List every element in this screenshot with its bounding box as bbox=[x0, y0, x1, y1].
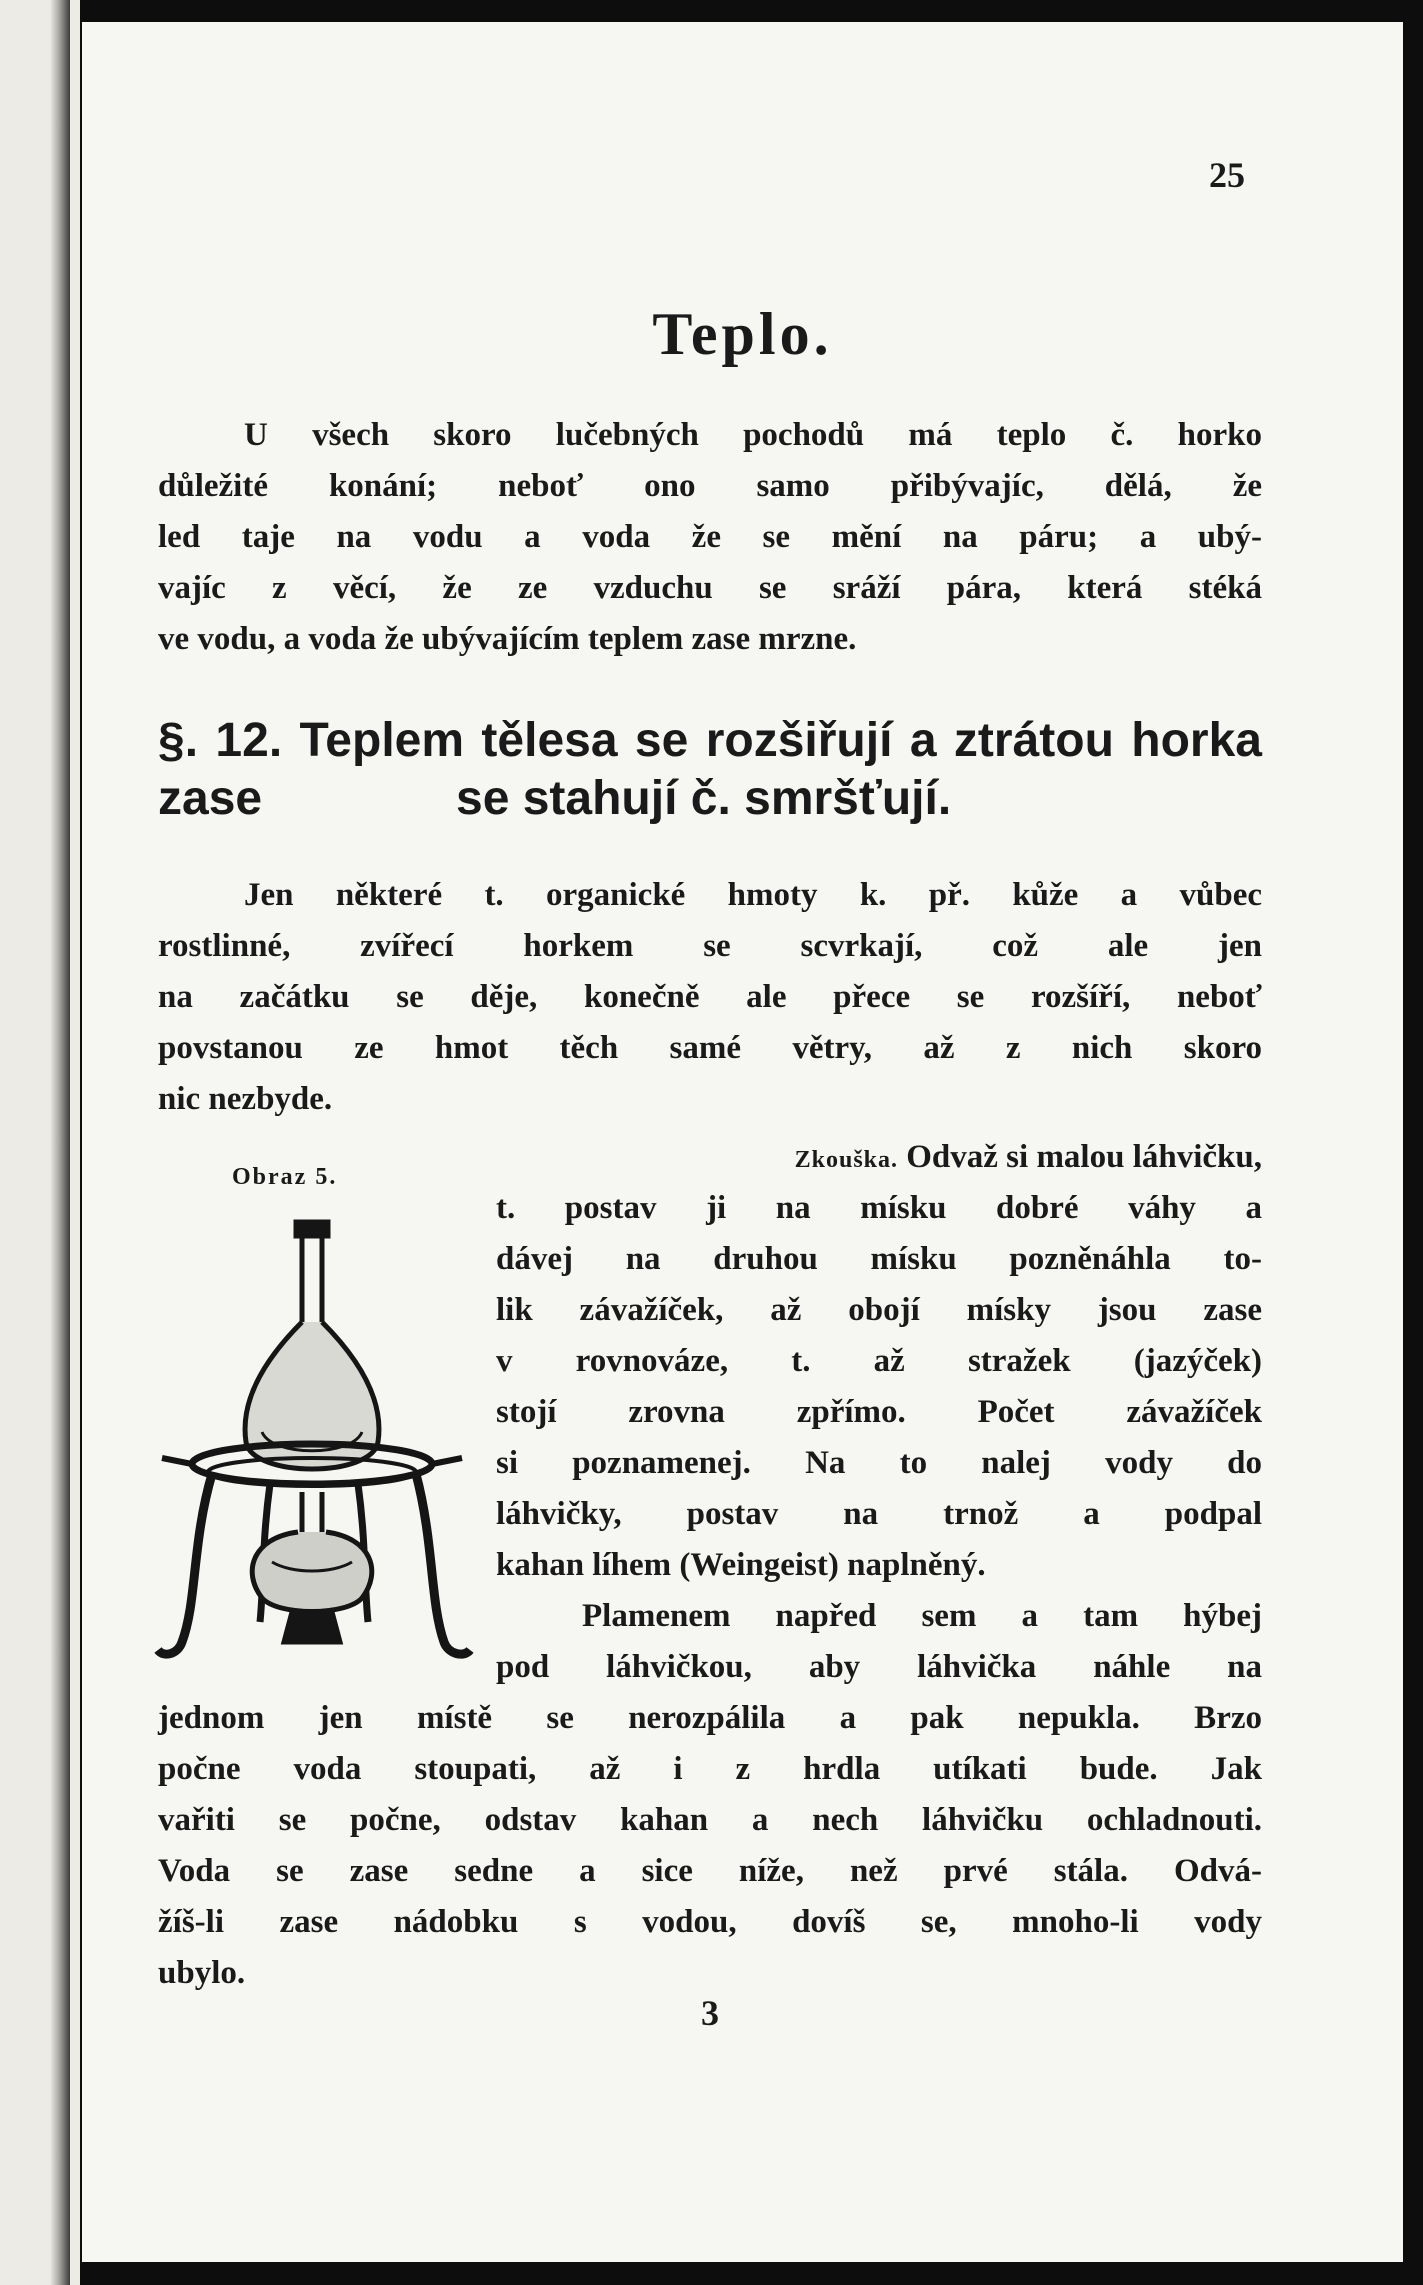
experiment-label: Zkouška. bbox=[794, 1147, 899, 1173]
intro-line: ve vodu, a voda že ubývajícím teplem zase mrzne. bbox=[158, 621, 857, 657]
paragraph-line: povstanou ze hmot těch samé větry, až z nich skoro bbox=[158, 1030, 1262, 1066]
page-number: 25 bbox=[1209, 155, 1245, 195]
section-heading-line-2: se stahují č. smršťují. bbox=[456, 772, 952, 825]
paragraph-line: ubylo. bbox=[158, 1955, 246, 1991]
page-title: Teplo. bbox=[652, 301, 833, 367]
experiment-line: v rovnováze, t. až stražek (jazýček) bbox=[496, 1343, 1262, 1379]
paragraph-line: počne voda stoupati, až i z hrdla utíkati bude. Jak bbox=[158, 1751, 1262, 1787]
paragraph-line: jednom jen místě se nerozpálila a pak nepukla. Brzo bbox=[158, 1700, 1262, 1736]
paragraph-line: Plamenem napřed sem a tam hýbej bbox=[582, 1598, 1262, 1634]
paragraph-line: Voda se zase sedne a sice níže, než prvé stála. Odvá- bbox=[158, 1853, 1262, 1889]
paragraph-line: nic nezbyde. bbox=[158, 1081, 333, 1117]
book-page bbox=[82, 22, 1403, 2262]
paragraph-line: vařiti se počne, odstav kahan a nech láhvičku ochladnouti. bbox=[158, 1802, 1262, 1838]
experiment-line: dávej na druhou mísku pozněnáhla to- bbox=[496, 1241, 1262, 1277]
signature-mark: 3 bbox=[701, 1993, 719, 2033]
paragraph-line: Jen některé t. organické hmoty k. př. kůže a vůbec bbox=[244, 877, 1262, 913]
intro-line: U všech skoro lučebných pochodů má teplo č. horko bbox=[244, 417, 1262, 453]
intro-line: vajíc z věcí, že ze vzduchu se sráží pára, která stéká bbox=[158, 570, 1262, 606]
intro-line: led taje na vodu a voda že se mění na páru; a ubý- bbox=[158, 519, 1262, 555]
flask-on-stand-illustration bbox=[152, 1202, 492, 1682]
experiment-line: stojí zrovna zpřímo. Počet závažíček bbox=[496, 1394, 1262, 1430]
experiment-line: láhvičky, postav na trnož a podpal bbox=[496, 1496, 1262, 1532]
figure-caption: Obraz 5. bbox=[232, 1164, 338, 1190]
adjacent-page-edge bbox=[0, 0, 80, 2285]
paragraph-line: žíš-li zase nádobku s vodou, dovíš se, mnoho-li vody bbox=[158, 1904, 1262, 1940]
paragraph-line: na začátku se děje, konečně ale přece se rozšíří, neboť bbox=[158, 979, 1262, 1015]
intro-line: důležité konání; neboť ono samo přibývajíc, dělá, že bbox=[158, 468, 1262, 504]
experiment-line: kahan líhem (Weingeist) naplněný. bbox=[496, 1547, 986, 1583]
experiment-line: si poznamenej. Na to nalej vody do bbox=[496, 1445, 1262, 1481]
experiment-line: lik závažíček, až obojí mísky jsou zase bbox=[496, 1292, 1262, 1328]
experiment-first-line bbox=[577, 1132, 1262, 1186]
section-heading-line-1: §. 12. Teplem tělesa se rozšiřují a ztrátou horka zase bbox=[158, 714, 1262, 825]
experiment-text: Odvaž si malou láhvičku, bbox=[906, 1139, 1262, 1175]
binding-fold bbox=[50, 0, 70, 2285]
paragraph-line: pod láhvičkou, aby láhvička náhle na bbox=[496, 1649, 1262, 1685]
experiment-line: t. postav ji na mísku dobré váhy a bbox=[496, 1190, 1262, 1226]
paragraph-line: rostlinné, zvířecí horkem se scvrkají, což ale jen bbox=[158, 928, 1262, 964]
